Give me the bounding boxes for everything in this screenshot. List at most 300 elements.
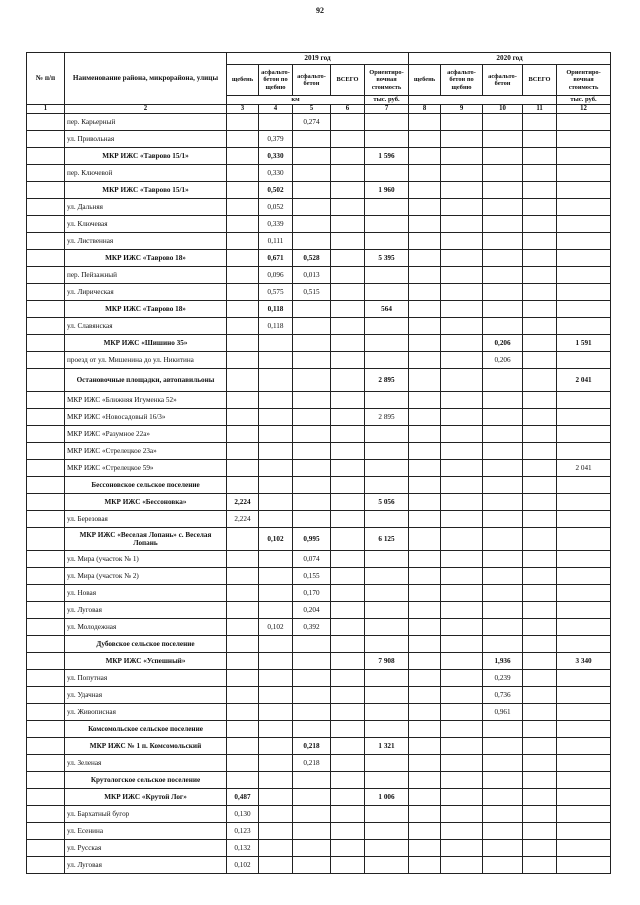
value-cell <box>293 233 331 250</box>
row-name-cell: МКР ИЖС «Разумное 22а» <box>65 426 227 443</box>
column-number: 9 <box>441 105 483 114</box>
header-name: Наименование района, микрорайона, улицы <box>65 53 227 105</box>
value-cell <box>523 585 557 602</box>
value-cell <box>259 568 293 585</box>
value-cell: 2,224 <box>227 511 259 528</box>
value-cell <box>259 477 293 494</box>
value-cell <box>293 392 331 409</box>
row-number-cell <box>27 148 65 165</box>
table-row <box>27 460 611 477</box>
value-cell: 0,995 <box>293 528 331 551</box>
value-cell: 0,218 <box>293 738 331 755</box>
value-cell: 5 056 <box>365 494 409 511</box>
value-cell <box>523 789 557 806</box>
value-cell <box>523 494 557 511</box>
value-cell <box>483 131 523 148</box>
value-cell <box>441 670 483 687</box>
value-cell <box>409 840 441 857</box>
row-name-cell: МКР ИЖС «Успешный» <box>65 653 227 670</box>
value-cell <box>331 636 365 653</box>
header-unit-km <box>409 96 557 105</box>
row-number-cell <box>27 199 65 216</box>
value-cell <box>293 704 331 721</box>
row-number-cell <box>27 857 65 874</box>
value-cell: 0,961 <box>483 704 523 721</box>
header-unit-cost: тыс. руб. <box>557 96 611 105</box>
value-cell <box>409 704 441 721</box>
value-cell <box>409 772 441 789</box>
value-cell <box>557 250 611 267</box>
value-cell <box>293 477 331 494</box>
value-cell <box>409 131 441 148</box>
value-cell <box>409 551 441 568</box>
value-cell <box>409 369 441 392</box>
value-cell <box>557 602 611 619</box>
column-number: 8 <box>409 105 441 114</box>
value-cell <box>227 114 259 131</box>
value-cell <box>523 772 557 789</box>
value-cell <box>409 216 441 233</box>
value-cell: 0,102 <box>259 619 293 636</box>
row-number-cell <box>27 335 65 352</box>
value-cell: 5 395 <box>365 250 409 267</box>
value-cell <box>483 528 523 551</box>
table-row <box>27 670 611 687</box>
value-cell <box>227 738 259 755</box>
value-cell <box>259 687 293 704</box>
value-cell <box>259 789 293 806</box>
row-number-cell <box>27 687 65 704</box>
value-cell <box>227 216 259 233</box>
value-cell <box>331 284 365 301</box>
table-row <box>27 806 611 823</box>
table-row <box>27 335 611 352</box>
table-row <box>27 131 611 148</box>
value-cell <box>523 131 557 148</box>
value-cell <box>441 301 483 318</box>
value-cell <box>441 233 483 250</box>
row-name-cell: Дубовское сельское поселение <box>65 636 227 653</box>
value-cell <box>331 335 365 352</box>
row-name-cell: ул. Есенина <box>65 823 227 840</box>
value-cell <box>483 409 523 426</box>
value-cell <box>441 585 483 602</box>
value-cell <box>483 477 523 494</box>
value-cell <box>259 755 293 772</box>
column-number: 4 <box>259 105 293 114</box>
value-cell <box>483 460 523 477</box>
row-name-cell: ул. Живописная <box>65 704 227 721</box>
value-cell <box>365 335 409 352</box>
value-cell <box>409 494 441 511</box>
row-number-cell <box>27 250 65 267</box>
value-cell <box>557 216 611 233</box>
header-year-2019: 2019 год <box>227 53 409 65</box>
value-cell <box>365 568 409 585</box>
value-cell <box>227 318 259 335</box>
row-number-cell <box>27 352 65 369</box>
value-cell: 0,118 <box>259 318 293 335</box>
value-cell <box>227 284 259 301</box>
value-cell <box>365 806 409 823</box>
row-number-cell <box>27 369 65 392</box>
value-cell <box>293 199 331 216</box>
value-cell <box>523 284 557 301</box>
value-cell <box>409 857 441 874</box>
value-cell <box>227 131 259 148</box>
value-cell <box>409 687 441 704</box>
value-cell <box>557 551 611 568</box>
value-cell <box>365 840 409 857</box>
value-cell <box>259 857 293 874</box>
value-cell <box>227 443 259 460</box>
row-name-cell: МКР ИЖС «Ближняя Игуменка 52» <box>65 392 227 409</box>
value-cell <box>409 426 441 443</box>
column-number: 10 <box>483 105 523 114</box>
value-cell <box>441 653 483 670</box>
value-cell <box>523 823 557 840</box>
value-cell <box>293 494 331 511</box>
value-cell: 2 041 <box>557 460 611 477</box>
value-cell <box>409 443 441 460</box>
value-cell <box>365 267 409 284</box>
header-sub: асфальто-бетон <box>483 65 523 96</box>
value-cell <box>293 857 331 874</box>
value-cell <box>293 426 331 443</box>
value-cell <box>365 352 409 369</box>
value-cell: 6 125 <box>365 528 409 551</box>
table-row <box>27 721 611 738</box>
value-cell <box>259 494 293 511</box>
value-cell <box>331 131 365 148</box>
value-cell <box>441 823 483 840</box>
value-cell <box>557 182 611 199</box>
value-cell <box>523 250 557 267</box>
value-cell <box>409 409 441 426</box>
value-cell <box>331 528 365 551</box>
row-name-cell: Остановочные площадки, автопавильоны <box>65 369 227 392</box>
row-number-cell <box>27 806 65 823</box>
row-number-cell <box>27 585 65 602</box>
value-cell <box>441 636 483 653</box>
row-name-cell: ул. Мира (участок № 2) <box>65 568 227 585</box>
value-cell <box>441 426 483 443</box>
row-name-cell: МКР ИЖС № 1 п. Комсомольский <box>65 738 227 755</box>
value-cell <box>483 392 523 409</box>
row-name-cell: МКР ИЖС «Таврово 18» <box>65 301 227 318</box>
value-cell: 0,206 <box>483 352 523 369</box>
value-cell: 0,118 <box>259 301 293 318</box>
value-cell <box>409 670 441 687</box>
value-cell <box>227 755 259 772</box>
row-number-cell <box>27 494 65 511</box>
value-cell <box>293 409 331 426</box>
value-cell <box>523 619 557 636</box>
value-cell <box>259 114 293 131</box>
value-cell <box>331 772 365 789</box>
row-number-cell <box>27 301 65 318</box>
value-cell <box>557 443 611 460</box>
value-cell <box>523 806 557 823</box>
value-cell <box>441 602 483 619</box>
row-name-cell: ул. Лирическая <box>65 284 227 301</box>
value-cell <box>557 687 611 704</box>
value-cell <box>523 636 557 653</box>
value-cell <box>259 352 293 369</box>
value-cell <box>441 840 483 857</box>
value-cell <box>409 721 441 738</box>
header-num: № п/п <box>27 53 65 105</box>
value-cell <box>523 653 557 670</box>
header-sub: щебень <box>227 65 259 96</box>
value-cell <box>523 369 557 392</box>
value-cell <box>523 602 557 619</box>
row-number-cell <box>27 216 65 233</box>
column-number: 12 <box>557 105 611 114</box>
value-cell <box>227 602 259 619</box>
value-cell <box>483 823 523 840</box>
value-cell <box>409 568 441 585</box>
value-cell <box>293 182 331 199</box>
value-cell <box>483 636 523 653</box>
value-cell <box>523 755 557 772</box>
value-cell: 0,671 <box>259 250 293 267</box>
value-cell <box>523 165 557 182</box>
value-cell: 0,206 <box>483 335 523 352</box>
value-cell <box>557 772 611 789</box>
value-cell: 2,224 <box>227 494 259 511</box>
row-name-cell: МКР ИЖС «Таврово 18» <box>65 250 227 267</box>
value-cell: 0,052 <box>259 199 293 216</box>
value-cell <box>557 840 611 857</box>
value-cell <box>331 704 365 721</box>
value-cell <box>483 511 523 528</box>
value-cell <box>409 250 441 267</box>
value-cell: 0,111 <box>259 233 293 250</box>
value-cell: 2 895 <box>365 369 409 392</box>
value-cell: 7 908 <box>365 653 409 670</box>
value-cell <box>557 267 611 284</box>
value-cell <box>557 494 611 511</box>
value-cell: 0,575 <box>259 284 293 301</box>
table-row <box>27 199 611 216</box>
table-row <box>27 772 611 789</box>
row-name-cell: ул. Русская <box>65 840 227 857</box>
value-cell <box>259 840 293 857</box>
row-name-cell: ул. Удачная <box>65 687 227 704</box>
row-name-cell: ул. Зеленая <box>65 755 227 772</box>
value-cell <box>557 755 611 772</box>
value-cell <box>483 165 523 182</box>
table-row <box>27 619 611 636</box>
row-name-cell: Крутологское сельское поселение <box>65 772 227 789</box>
row-number-cell <box>27 840 65 857</box>
value-cell <box>365 114 409 131</box>
value-cell <box>523 511 557 528</box>
value-cell <box>259 426 293 443</box>
row-number-cell <box>27 721 65 738</box>
value-cell <box>441 511 483 528</box>
value-cell <box>557 568 611 585</box>
value-cell <box>441 114 483 131</box>
value-cell <box>523 738 557 755</box>
value-cell <box>483 857 523 874</box>
value-cell <box>293 721 331 738</box>
value-cell <box>227 477 259 494</box>
value-cell <box>227 528 259 551</box>
value-cell <box>483 199 523 216</box>
value-cell <box>557 823 611 840</box>
value-cell <box>523 233 557 250</box>
value-cell <box>441 352 483 369</box>
table-row <box>27 352 611 369</box>
row-number-cell <box>27 182 65 199</box>
table-row <box>27 528 611 551</box>
value-cell <box>365 131 409 148</box>
table-row <box>27 392 611 409</box>
column-numbers-row <box>27 105 611 114</box>
value-cell <box>259 806 293 823</box>
value-cell <box>259 369 293 392</box>
value-cell <box>259 335 293 352</box>
value-cell <box>293 216 331 233</box>
value-cell <box>365 233 409 250</box>
value-cell <box>365 477 409 494</box>
value-cell <box>523 721 557 738</box>
value-cell: 0,123 <box>227 823 259 840</box>
value-cell <box>331 721 365 738</box>
value-cell <box>441 528 483 551</box>
value-cell <box>259 772 293 789</box>
value-cell <box>331 182 365 199</box>
value-cell <box>259 823 293 840</box>
value-cell <box>409 755 441 772</box>
value-cell <box>365 443 409 460</box>
value-cell: 0,132 <box>227 840 259 857</box>
value-cell <box>483 182 523 199</box>
value-cell <box>557 721 611 738</box>
value-cell <box>259 585 293 602</box>
row-number-cell <box>27 636 65 653</box>
value-cell <box>293 301 331 318</box>
value-cell <box>441 806 483 823</box>
row-name-cell: ул. Луговая <box>65 602 227 619</box>
value-cell <box>259 738 293 755</box>
roads-table <box>26 52 611 874</box>
value-cell <box>409 114 441 131</box>
value-cell <box>523 670 557 687</box>
table-row <box>27 568 611 585</box>
table-row <box>27 840 611 857</box>
value-cell <box>259 511 293 528</box>
table-row <box>27 114 611 131</box>
value-cell <box>409 233 441 250</box>
value-cell <box>409 335 441 352</box>
value-cell <box>483 114 523 131</box>
value-cell <box>441 443 483 460</box>
row-number-cell <box>27 114 65 131</box>
value-cell <box>409 460 441 477</box>
table-row <box>27 369 611 392</box>
value-cell <box>227 148 259 165</box>
value-cell <box>293 443 331 460</box>
value-cell <box>365 551 409 568</box>
value-cell <box>483 494 523 511</box>
row-number-cell <box>27 477 65 494</box>
value-cell <box>259 636 293 653</box>
table-row <box>27 301 611 318</box>
value-cell <box>441 409 483 426</box>
value-cell <box>331 352 365 369</box>
value-cell <box>227 335 259 352</box>
value-cell <box>331 494 365 511</box>
value-cell <box>441 857 483 874</box>
value-cell <box>259 602 293 619</box>
value-cell: 0,736 <box>483 687 523 704</box>
header-sub: асфальто-бетон <box>293 65 331 96</box>
value-cell <box>557 352 611 369</box>
value-cell: 0,102 <box>259 528 293 551</box>
value-cell <box>365 392 409 409</box>
value-cell <box>441 704 483 721</box>
value-cell <box>409 165 441 182</box>
value-cell <box>523 318 557 335</box>
value-cell <box>523 551 557 568</box>
value-cell <box>227 233 259 250</box>
value-cell: 0,074 <box>293 551 331 568</box>
row-name-cell: ул. Мира (участок № 1) <box>65 551 227 568</box>
value-cell <box>483 755 523 772</box>
value-cell <box>483 789 523 806</box>
value-cell <box>441 568 483 585</box>
value-cell <box>293 789 331 806</box>
value-cell <box>483 267 523 284</box>
value-cell <box>331 199 365 216</box>
value-cell <box>259 670 293 687</box>
table-row <box>27 551 611 568</box>
value-cell <box>557 477 611 494</box>
table-row <box>27 687 611 704</box>
row-number-cell <box>27 318 65 335</box>
value-cell: 0,155 <box>293 568 331 585</box>
value-cell <box>409 284 441 301</box>
value-cell <box>259 721 293 738</box>
row-name-cell: пер. Карьерный <box>65 114 227 131</box>
value-cell <box>331 443 365 460</box>
row-name-cell: МКР ИЖС «Таврово 15/1» <box>65 182 227 199</box>
value-cell <box>483 369 523 392</box>
value-cell <box>293 352 331 369</box>
table-row <box>27 148 611 165</box>
row-number-cell <box>27 165 65 182</box>
value-cell <box>409 392 441 409</box>
value-cell <box>409 182 441 199</box>
value-cell <box>483 602 523 619</box>
value-cell <box>227 369 259 392</box>
value-cell <box>331 687 365 704</box>
value-cell <box>483 443 523 460</box>
table-row <box>27 318 611 335</box>
row-name-cell: пер. Пейзажный <box>65 267 227 284</box>
value-cell <box>441 284 483 301</box>
header-sub: асфальто-бетон по щебню <box>259 65 293 96</box>
value-cell <box>483 585 523 602</box>
value-cell <box>483 619 523 636</box>
row-number-cell <box>27 755 65 772</box>
value-cell <box>557 148 611 165</box>
value-cell <box>523 528 557 551</box>
table-row <box>27 494 611 511</box>
